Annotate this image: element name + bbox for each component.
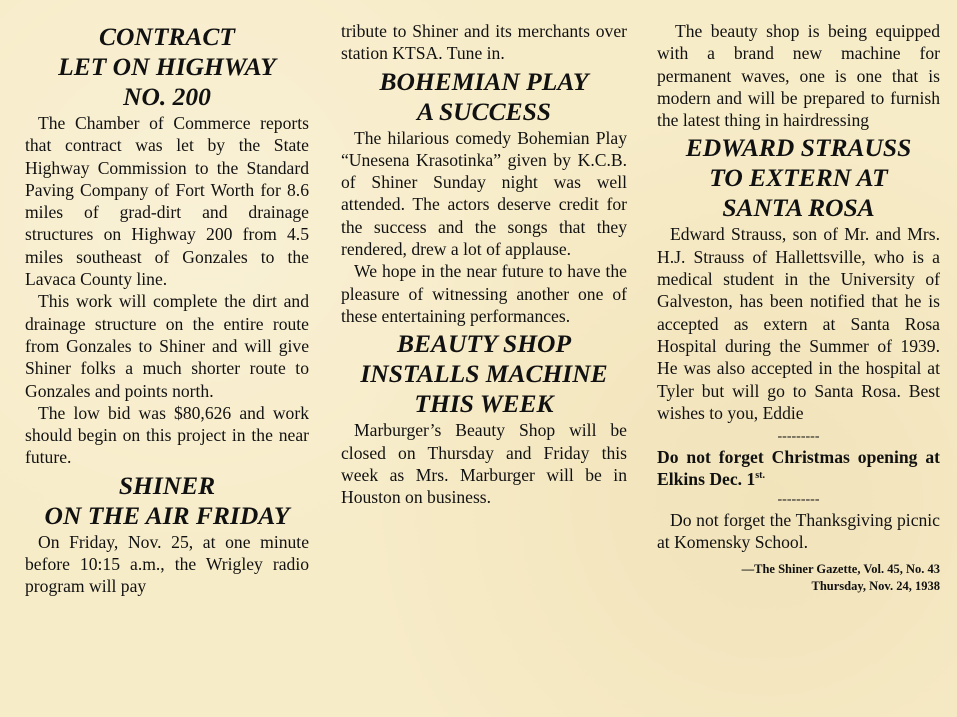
paragraph: tribute to Shiner and its merchants over station KTSA. Tune in. bbox=[341, 21, 627, 64]
headline-line: CONTRACT bbox=[98, 22, 236, 51]
headline-line: BOHEMIAN PLAY bbox=[379, 66, 589, 96]
notice-superscript: st. bbox=[755, 470, 765, 482]
headline-line: BEAUTY SHOP bbox=[396, 329, 572, 359]
separator: --------- bbox=[777, 429, 820, 445]
paragraph: On Friday, Nov. 25, at one minute before 10:15 a.m., the Wrigley radio program will pay bbox=[25, 531, 309, 597]
headline-line: TO EXTERN AT bbox=[709, 163, 888, 193]
headline-beauty-shop bbox=[341, 329, 627, 419]
paragraph: We hope in the near future to have the pleasure of witnessing another one of these entertaining performances. bbox=[341, 261, 627, 326]
headline-bohemian-play bbox=[341, 67, 627, 127]
paragraph: The beauty shop is being equipped with a brand new machine for permanent waves, one is one that is modern and will be prepared to furnish the latest thing in hairdressing bbox=[657, 21, 940, 131]
headline-line: SHINER bbox=[118, 470, 216, 500]
paragraph: Marburger’s Beauty Shop will be closed on Thursday and Friday this week as Mrs. Marburger will be in Houston on business. bbox=[341, 420, 627, 508]
paragraph: The Chamber of Commerce reports that contract was let by the State Highway Commission to the Standard Paving Company of Fort Worth for 8.6 miles of grad-dirt and drainage structures on Highway 200 from 4.5 miles southeast of Gonzales to the Lavaca County line. bbox=[25, 113, 309, 290]
column-1 bbox=[25, 22, 309, 709]
paragraph: Edward Strauss, son of Mr. and Mrs. H.J. Strauss of Hallettsville, who is a medical student in the University of Galveston, has been notified that he is accepted as extern at Santa Rosa Hospital during the Summer of 1939. He was also accepted in the hospital at Tyler but will go to Santa Rosa. Best wishes to you, Eddie bbox=[657, 224, 940, 423]
headline-line: THIS WEEK bbox=[414, 389, 554, 419]
headline-line: INSTALLS MACHINE bbox=[360, 359, 608, 389]
paragraph: The low bid was $80,626 and work should begin on this project in the near future. bbox=[25, 402, 309, 468]
column-3 bbox=[657, 20, 940, 709]
headline-line: LET ON HIGHWAY bbox=[58, 52, 276, 81]
paragraph: This work will complete the dirt and drainage structure on the entire route from Gonzales to Shiner and will give Shiner folks a much shorter route to Gonzales and points north. bbox=[25, 291, 309, 401]
headline-contract-highway bbox=[25, 22, 309, 112]
paragraph: The hilarious comedy Bohemian Play “Unesena Krasotinka” given by K.C.B. of Shiner Sunday night was well attended. The actors deserve credit for the success and the songs that they rendered, drew a lot of applause. bbox=[341, 127, 627, 260]
headline-line: NO. 200 bbox=[123, 82, 211, 111]
source-line: Thursday, Nov. 24, 1938 bbox=[811, 579, 940, 594]
source-citation bbox=[657, 561, 940, 595]
paragraph: Do not forget the Thanksgiving picnic at Komensky School. bbox=[657, 509, 940, 553]
headline-line: SANTA ROSA bbox=[722, 193, 875, 223]
source-line: —The Shiner Gazette, Vol. 45, No. 43 bbox=[741, 562, 940, 577]
notice-christmas-opening bbox=[657, 446, 940, 491]
headline-line: ON THE AIR FRIDAY bbox=[44, 500, 290, 530]
column-2 bbox=[341, 20, 627, 709]
headline-line: A SUCCESS bbox=[417, 96, 551, 126]
headline-shiner-on-air bbox=[25, 471, 309, 531]
notice-text: Do not forget Christmas opening at Elkins Dec. 1 bbox=[657, 447, 940, 490]
headline-edward-strauss bbox=[657, 133, 940, 223]
headline-line: EDWARD STRAUSS bbox=[685, 133, 912, 163]
separator: --------- bbox=[777, 491, 820, 507]
